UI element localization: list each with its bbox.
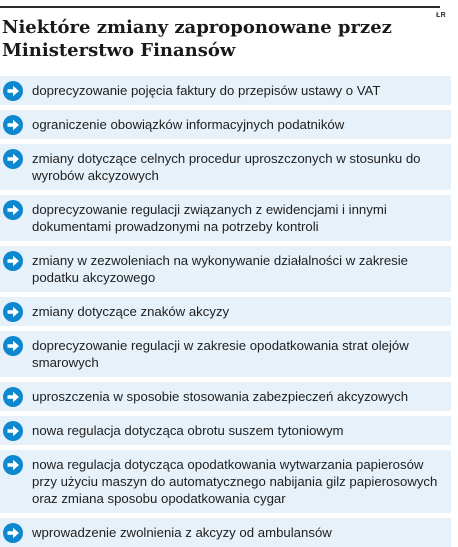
list-item-text: nowa regulacja dotycząca obrotu suszem tytoniowym xyxy=(32,423,344,438)
arrow-right-icon xyxy=(3,387,23,407)
list-item-text: doprecyzowanie regulacji związanych z ewidencjami i innymi dokumentami prowadzonymi na potrzeby kontroli xyxy=(32,202,387,234)
list-item-text: doprecyzowanie pojęcia faktury do przepisów ustawy o VAT xyxy=(32,83,381,98)
arrow-right-icon xyxy=(3,200,23,220)
list-item xyxy=(0,110,451,139)
list-item xyxy=(0,331,451,377)
list-item-text: uproszczenia w sposobie stosowania zabezpieczeń akcyzowych xyxy=(32,389,409,404)
source-tag: ŁR xyxy=(436,12,446,19)
arrow-right-icon xyxy=(3,149,23,169)
arrow-right-icon xyxy=(3,302,23,322)
list-item-text: zmiany w zezwoleniach na wykonywanie działalności w zakresie podatku akcyzowego xyxy=(32,253,409,285)
arrow-right-icon xyxy=(3,336,23,356)
list-item-text: zmiany dotyczące znaków akcyzy xyxy=(32,304,230,319)
list-item xyxy=(0,382,451,411)
top-rule xyxy=(0,6,440,8)
list-item xyxy=(0,144,451,190)
list-item-text: zmiany dotyczące celnych procedur uproszczonych w stosunku do wyrobów akcyzowych xyxy=(32,151,421,183)
arrow-right-icon xyxy=(3,115,23,135)
list-item xyxy=(0,297,451,326)
arrow-right-icon xyxy=(3,523,23,543)
list-item-text: wprowadzenie zwolnienia z akcyzy od ambulansów xyxy=(32,525,332,540)
list-item-text: ograniczenie obowiązków informacyjnych podatników xyxy=(32,117,345,132)
list-item-text: nowa regulacja dotycząca opodatkowania wytwarzania papierosów przy użyciu maszyn do automatycznego nabijania gilz papierosowych oraz zmiana sposobu opodatkowania cygar xyxy=(32,457,438,506)
arrow-right-icon xyxy=(3,421,23,441)
list-item xyxy=(0,450,451,513)
arrow-right-icon xyxy=(3,455,23,475)
page-title: Niektóre zmiany zaproponowane przez Ministerstwo Finansów xyxy=(2,17,392,61)
list-item xyxy=(0,195,451,241)
list-item xyxy=(0,518,451,547)
list-item xyxy=(0,246,451,292)
list-item xyxy=(0,416,451,445)
arrow-right-icon xyxy=(3,251,23,271)
list-item-text: doprecyzowanie regulacji w zakresie opodatkowania strat olejów smarowych xyxy=(32,338,409,370)
arrow-right-icon xyxy=(3,81,23,101)
changes-list xyxy=(0,76,451,547)
list-item xyxy=(0,76,451,105)
